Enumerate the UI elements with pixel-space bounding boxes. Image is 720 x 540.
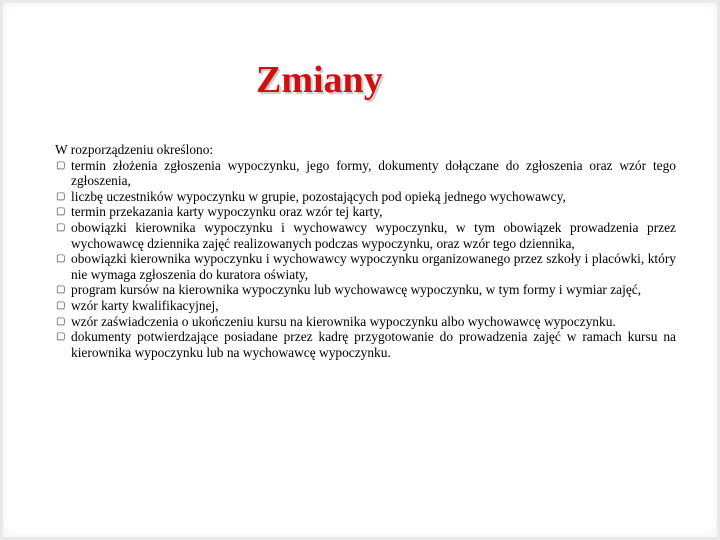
list-item-text: obowiązki kierownika wypoczynku i wychowawcy wypoczynku, w tym obowiązek prowadzenia przez wychowawcę dziennika zajęć realizowanych podczas wypoczynku, oraz wzór tego dziennika, [71,219,676,251]
list-item [54,189,676,205]
list-item [54,314,676,330]
list-item [54,158,676,189]
slide-title: Zmiany [256,59,383,101]
list-item-text: wzór zaświadczenia o ukończeniu kursu na kierownika wypoczynku albo wychowawcę wypoczynku. [71,313,616,329]
list-item-text: wzór karty kwalifikacyjnej, [71,297,219,313]
list-item [54,282,676,298]
list-item [54,220,676,251]
slide-content [54,142,676,360]
box-bullet-icon [56,298,65,314]
list-item [54,298,676,314]
list-item [54,204,676,220]
box-bullet-icon [56,329,65,345]
intro-text: W rozporządzeniu określono: [55,142,214,157]
box-bullet-icon [56,251,65,267]
bullet-list [54,158,676,361]
box-bullet-icon [56,220,65,236]
list-item-text: dokumenty potwierdzające posiadane przez kadrę przygotowanie do prowadzenia zajęć w ramach kursu na kierownika wypoczynku lub na wychowawcę wypoczynku. [71,329,676,360]
list-item-text: liczbę uczestników wypoczynku w grupie, pozostających pod opieką jednego wychowawcy, [71,188,566,204]
list-item [54,251,676,282]
box-bullet-icon [56,158,65,174]
box-bullet-icon [56,314,65,330]
list-item-text: termin złożenia zgłoszenia wypoczynku, jego formy, dokumenty dołączane do zgłoszenia oraz wzór tego zgłoszenia, [71,157,676,189]
box-bullet-icon [56,282,65,298]
box-bullet-icon [56,189,65,205]
list-item-text: obowiązki kierownika wypoczynku i wychowawcy wypoczynku organizowanego przez szkoły i placówki, który nie wymaga zgłoszenia do kuratora oświaty, [71,251,676,282]
list-item [54,329,676,360]
list-item-text: termin przekazania karty wypoczynku oraz wzór tej karty, [71,204,383,220]
box-bullet-icon [56,204,65,220]
list-item-text: program kursów na kierownika wypoczynku lub wychowawcę wypoczynku, w tym formy i wymiar zajęć, [71,282,642,298]
